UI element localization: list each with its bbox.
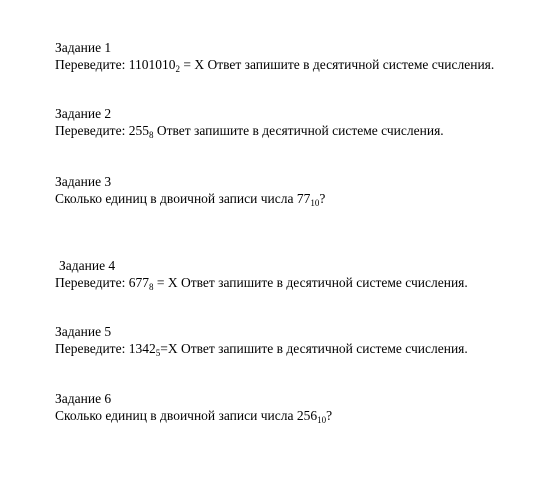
- task-text: [55, 56, 494, 73]
- task-text: [55, 122, 444, 139]
- task-prefix: Переведите:: [55, 341, 129, 356]
- task-prefix: Переведите:: [55, 275, 129, 290]
- task-title: Задание 3: [55, 174, 112, 189]
- task-3: [55, 173, 325, 207]
- task-text: [55, 274, 468, 291]
- task-suffix: = X Ответ запишите в десятичной системе счисления.: [179, 57, 495, 72]
- task-number: 1342: [128, 341, 156, 356]
- task-prefix: Сколько единиц в двоичной записи числа: [55, 408, 297, 423]
- task-6: [55, 390, 332, 424]
- task-prefix: Переведите:: [55, 123, 129, 138]
- number-base: 8: [148, 282, 154, 292]
- task-number: 677: [128, 275, 149, 290]
- task-title: Задание 6: [55, 391, 112, 406]
- task-suffix: = X Ответ запишите в десятичной системе счисления.: [153, 275, 468, 290]
- task-5: [55, 323, 468, 357]
- task-text: [55, 190, 325, 207]
- task-suffix: =X Ответ запишите в десятичной системе счисления.: [160, 341, 468, 356]
- task-4: [55, 257, 468, 292]
- task-title: Задание 1: [55, 40, 112, 55]
- task-title: Задание 5: [55, 324, 112, 339]
- number-base: 10: [317, 415, 327, 425]
- task-number: 256: [296, 408, 318, 423]
- number-base: 5: [155, 348, 161, 358]
- task-2: [55, 105, 444, 139]
- task-title: Задание 2: [55, 106, 112, 121]
- task-suffix: ?: [326, 408, 333, 423]
- number-base: 8: [148, 130, 154, 140]
- task-number: 1101010: [128, 57, 176, 72]
- task-suffix: Ответ запишите в десятичной системе счисления.: [153, 123, 444, 138]
- task-prefix: Сколько единиц в двоичной записи числа: [55, 191, 297, 206]
- task-title: Задание 4: [59, 258, 116, 273]
- task-text: [55, 340, 468, 357]
- task-number: 77: [296, 191, 311, 206]
- number-base: 2: [175, 64, 180, 74]
- number-base: 10: [310, 198, 320, 208]
- task-suffix: ?: [319, 191, 326, 206]
- task-number: 255: [128, 123, 149, 138]
- task-1: [55, 39, 494, 73]
- task-text: [55, 407, 332, 424]
- task-prefix: Переведите:: [55, 57, 129, 72]
